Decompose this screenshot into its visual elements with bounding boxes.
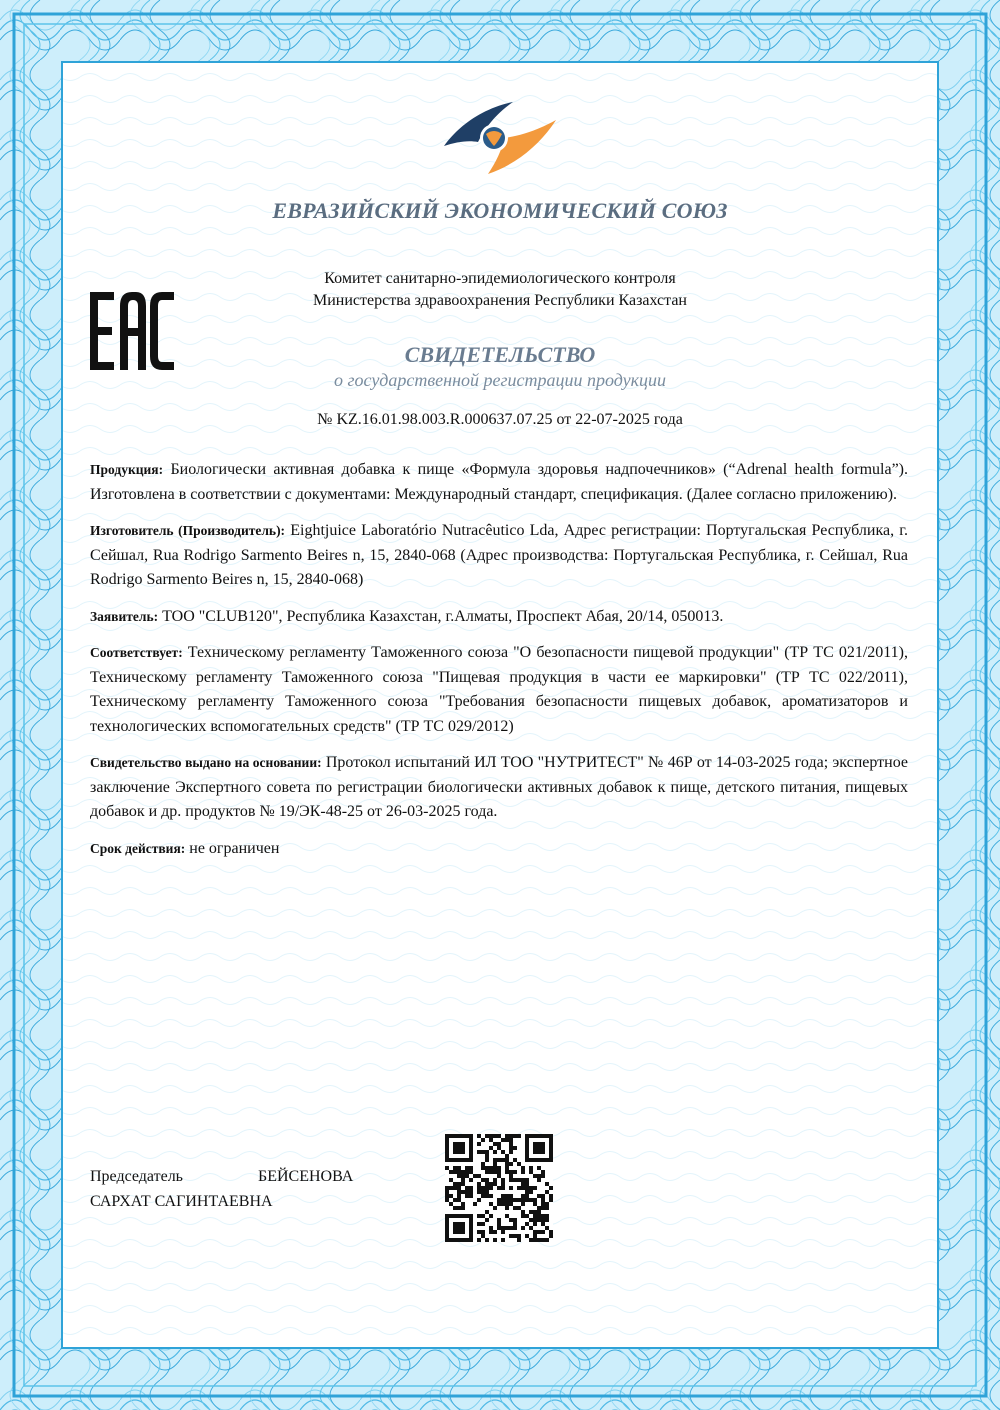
signature-block (90, 1164, 353, 1214)
field-label: Изготовитель (Производитель): (90, 523, 286, 538)
signature-line-1 (90, 1164, 353, 1189)
field-label: Срок действия: (90, 840, 186, 856)
certificate-body (90, 458, 908, 873)
field-conformity (90, 641, 908, 739)
qr-code-icon[interactable] (445, 1134, 553, 1242)
field-value: Биологически активная добавка к пище «Формула здоровья надпочечников» (“Adrenal health formula”). Изготовлена в соответствии с документами: Международный стандарт, спецификация. (Далее согласно приложению). (90, 461, 908, 503)
field-label: Соответствует: (90, 645, 183, 660)
field-product (90, 458, 908, 507)
signatory-surname: БЕЙСЕНОВА (258, 1168, 354, 1185)
certificate-subtitle: о государственной регистрации продукции (333, 370, 667, 390)
field-label: Заявитель: (90, 608, 159, 624)
eaeu-emblem-icon (438, 96, 562, 178)
field-basis (90, 751, 908, 825)
field-value: не ограничен (189, 839, 280, 857)
field-label: Продукция: (90, 462, 164, 477)
field-applicant (90, 605, 908, 630)
union-title: ЕВРАЗИЙСКИЙ ЭКОНОМИЧЕСКИЙ СОЮЗ (272, 198, 728, 223)
certificate-number: № KZ.16.01.98.003.R.000637.07.25 от 22-07-2025 года (317, 411, 683, 428)
field-value: Eightjuice Laboratório Nutracêutico Lda, Адрес регистрации: Португальская Республика, г. Сейшал, Rua Rodrigo Sarmento Beires n, 15, 2840-068 (Адрес производства: Португальская Республика, г. Сейшал, Rua Rodrigo Sarmento Beires n, 15, 2840-068) (90, 522, 908, 588)
signatory-given-names: САРХАТ САГИНТАЕВНА (90, 1193, 273, 1210)
committee-line-2: Министерства здравоохранения Республики Казахстан (313, 292, 687, 309)
field-value: ТОО "CLUB120", Республика Казахстан, г.Алматы, Проспект Абая, 20/14, 050013. (162, 607, 724, 625)
field-manufacturer (90, 519, 908, 593)
signatory-position: Председатель (90, 1168, 183, 1185)
committee-line-1: Комитет санитарно-эпидемиологического контроля (324, 270, 676, 287)
field-value: Протокол испытаний ИЛ ТОО "НУТРИТЕСТ" № 46Р от 14-03-2025 года; экспертное заключение Экспертного совета по регистрации биологически активных добавок к пище, детского питания, пищевых добавок и др. продуктов № 19/ЭК-48-25 от 26-03-2025 года. (90, 754, 909, 820)
certificate-title: СВИДЕТЕЛЬСТВО (404, 342, 596, 367)
field-value: Техническому регламенту Таможенного союза "О безопасности пищевой продукции" (ТР ТС 021/2011), Техническому регламенту Таможенного союза "Пищевая продукция в части ее маркировки" (ТР ТС 022/2011), Техническому регламенту Таможенного союза "Требования безопасности пищевых добавок, ароматизаторов и технологических вспомогательных средств" (ТР ТС 029/2012) (90, 644, 909, 735)
field-validity (90, 837, 908, 862)
field-label: Свидетельство выдано на основании: (90, 755, 322, 770)
